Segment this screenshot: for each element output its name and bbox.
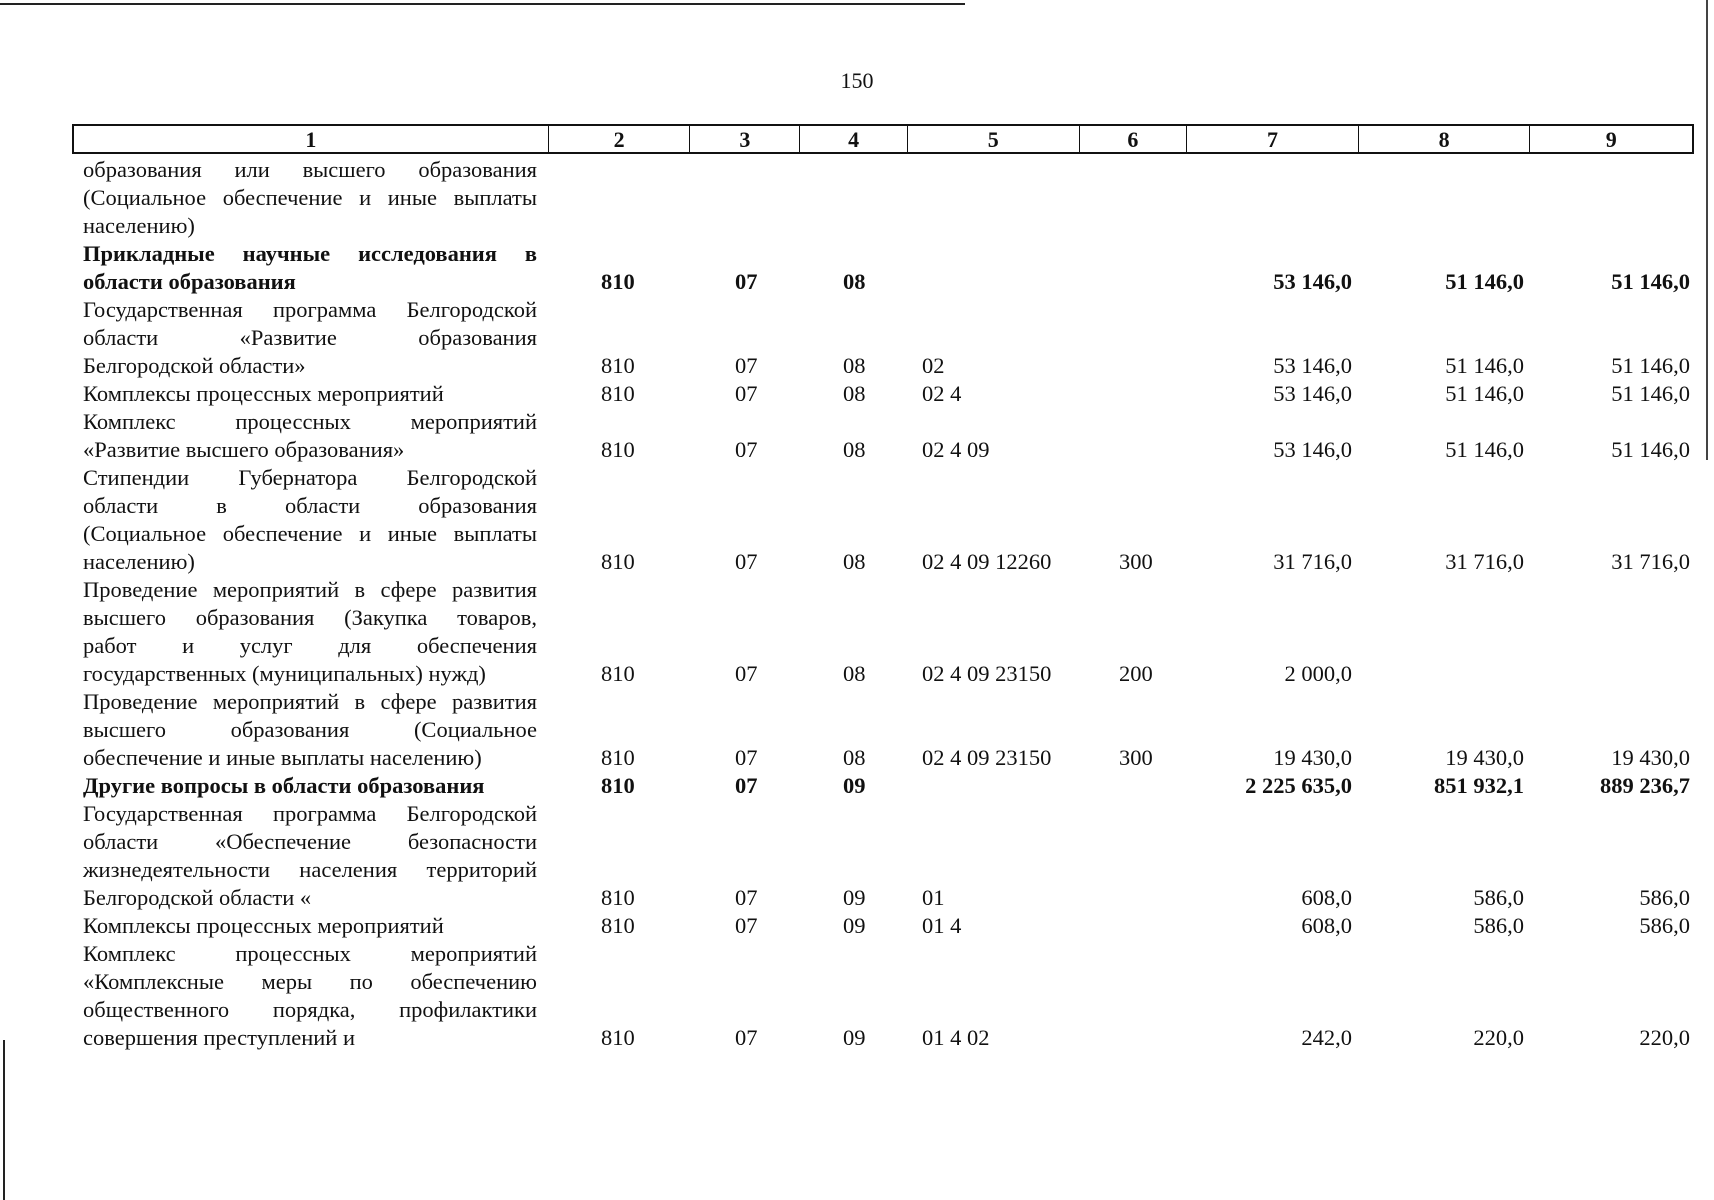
- cell-col-4: 09: [843, 773, 866, 798]
- row-name-line: Проведение мероприятий в сфере развития: [83, 577, 537, 602]
- cell-col-7: 53 146,0: [1273, 353, 1352, 378]
- cell-col-3: 07: [735, 1025, 758, 1050]
- cell-col-2: 810: [601, 353, 635, 378]
- cell-col-9: 220,0: [1639, 1025, 1690, 1050]
- cell-col-7: 2 000,0: [1284, 661, 1352, 686]
- row-name: [83, 576, 537, 688]
- row-name-line: Белгородской области «: [83, 885, 312, 910]
- cell-col-5: 02 4 09 23150: [922, 661, 1052, 686]
- cell-col-2: 810: [601, 1025, 635, 1050]
- cell-col-5: 02 4: [922, 381, 962, 406]
- cell-col-4: 08: [843, 381, 866, 406]
- table-row: [0, 156, 1714, 240]
- cell-col-5: 01 4: [922, 913, 962, 938]
- table-row: [0, 296, 1714, 380]
- cell-col-9: 51 146,0: [1611, 381, 1690, 406]
- cell-col-7: 242,0: [1301, 1025, 1352, 1050]
- table-row: [0, 240, 1714, 296]
- cell-col-9: 586,0: [1639, 885, 1690, 910]
- row-name: [83, 800, 537, 912]
- cell-col-9: 51 146,0: [1611, 437, 1690, 462]
- cell-col-7: 53 146,0: [1273, 381, 1352, 406]
- cell-col-9: 31 716,0: [1611, 549, 1690, 574]
- row-name-line: Другие вопросы в области образования: [83, 773, 485, 798]
- row-name-line: работ и услуг для обеспечения: [83, 633, 537, 658]
- cell-col-8: 851 932,1: [1434, 773, 1524, 798]
- cell-col-8: 31 716,0: [1445, 549, 1524, 574]
- row-name-line: «Комплексные меры по обеспечению: [83, 969, 537, 994]
- column-header-4: 4: [800, 126, 908, 152]
- table-row: [0, 800, 1714, 912]
- row-name-line: жизнедеятельности населения территорий: [83, 857, 537, 882]
- scan-edge-top: [0, 3, 965, 5]
- cell-col-5: 02 4 09 12260: [922, 549, 1052, 574]
- cell-col-2: 810: [601, 437, 635, 462]
- row-name-line: общественного порядка, профилактики: [83, 997, 537, 1022]
- row-name: [83, 296, 537, 380]
- row-name: [83, 688, 537, 772]
- row-name-line: Стипендии Губернатора Белгородской: [83, 465, 537, 490]
- cell-col-4: 08: [843, 745, 866, 770]
- cell-col-9: 51 146,0: [1611, 269, 1690, 294]
- cell-col-9: 586,0: [1639, 913, 1690, 938]
- cell-col-2: 810: [601, 773, 635, 798]
- table-row: [0, 912, 1714, 940]
- cell-col-8: 51 146,0: [1445, 353, 1524, 378]
- cell-col-2: 810: [601, 549, 635, 574]
- table-row: [0, 408, 1714, 464]
- table-row: [0, 380, 1714, 408]
- table-row: [0, 772, 1714, 800]
- row-name-line: Государственная программа Белгородской: [83, 801, 537, 826]
- cell-col-8: 19 430,0: [1445, 745, 1524, 770]
- column-header-7: 7: [1187, 126, 1359, 152]
- cell-col-6: 300: [1119, 549, 1153, 574]
- cell-col-5: 02: [922, 353, 945, 378]
- cell-col-3: 07: [735, 381, 758, 406]
- column-header-9: 9: [1605, 127, 1617, 152]
- cell-col-3: 07: [735, 745, 758, 770]
- table-row: [0, 576, 1714, 688]
- row-name: [83, 464, 537, 576]
- cell-col-2: 810: [601, 745, 635, 770]
- cell-col-4: 09: [843, 1025, 866, 1050]
- cell-col-2: 810: [601, 885, 635, 910]
- cell-col-7: 608,0: [1301, 885, 1352, 910]
- row-name-line: Проведение мероприятий в сфере развития: [83, 689, 537, 714]
- cell-col-5: 01 4 02: [922, 1025, 990, 1050]
- cell-col-8: 220,0: [1473, 1025, 1524, 1050]
- cell-col-8: 51 146,0: [1445, 437, 1524, 462]
- cell-col-4: 09: [843, 913, 866, 938]
- cell-col-4: 08: [843, 353, 866, 378]
- cell-col-8: 51 146,0: [1445, 269, 1524, 294]
- cell-col-3: 07: [735, 661, 758, 686]
- cell-col-2: 810: [601, 269, 635, 294]
- scan-edge-left: [3, 1040, 5, 1200]
- page-number: 150: [840, 68, 874, 93]
- cell-col-6: 300: [1119, 745, 1153, 770]
- cell-col-3: 07: [735, 549, 758, 574]
- cell-col-7: 19 430,0: [1273, 745, 1352, 770]
- column-header-1: 1: [74, 126, 549, 152]
- column-header-3: 3: [690, 126, 800, 152]
- cell-col-8: 51 146,0: [1445, 381, 1524, 406]
- cell-col-3: 07: [735, 913, 758, 938]
- table-row: [0, 688, 1714, 772]
- cell-col-4: 08: [843, 661, 866, 686]
- table-row: [0, 464, 1714, 576]
- cell-col-8: 586,0: [1473, 913, 1524, 938]
- cell-col-2: 810: [601, 661, 635, 686]
- row-name-line: совершения преступлений и: [83, 1025, 355, 1050]
- table-row: [0, 940, 1714, 1052]
- row-name: [83, 240, 537, 296]
- cell-col-9: 51 146,0: [1611, 353, 1690, 378]
- cell-col-4: 08: [843, 437, 866, 462]
- row-name-line: «Развитие высшего образования»: [83, 437, 405, 462]
- cell-col-4: 08: [843, 549, 866, 574]
- row-name: [83, 772, 537, 800]
- cell-col-9: 889 236,7: [1600, 773, 1690, 798]
- row-name-line: Комплексы процессных мероприятий: [83, 381, 444, 406]
- cell-col-5: 01: [922, 885, 945, 910]
- cell-col-5: 02 4 09 23150: [922, 745, 1052, 770]
- cell-col-3: 07: [735, 437, 758, 462]
- cell-col-7: 608,0: [1301, 913, 1352, 938]
- cell-col-6: 200: [1119, 661, 1153, 686]
- cell-col-3: 07: [735, 353, 758, 378]
- row-name: [83, 380, 537, 408]
- row-name: [83, 912, 537, 940]
- row-name-line: области «Развитие образования: [83, 325, 537, 350]
- cell-col-8: 586,0: [1473, 885, 1524, 910]
- row-name-line: области образования: [83, 269, 296, 294]
- row-name-line: Комплекс процессных мероприятий: [83, 941, 537, 966]
- cell-col-3: 07: [735, 269, 758, 294]
- cell-col-4: 09: [843, 885, 866, 910]
- row-name-line: образования или высшего образования: [83, 157, 537, 182]
- table-header: [72, 124, 1694, 154]
- column-header-6: 6: [1080, 126, 1188, 152]
- cell-col-3: 07: [735, 773, 758, 798]
- column-header-2: 2: [549, 126, 691, 152]
- row-name-line: населению): [83, 549, 195, 574]
- row-name-line: обеспечение и иные выплаты населению): [83, 745, 482, 770]
- cell-col-5: 02 4 09: [922, 437, 990, 462]
- cell-col-2: 810: [601, 913, 635, 938]
- column-header-8: 8: [1359, 126, 1531, 152]
- cell-col-9: 19 430,0: [1611, 745, 1690, 770]
- row-name-line: (Социальное обеспечение и иные выплаты: [83, 521, 537, 546]
- row-name: [83, 156, 537, 240]
- cell-col-4: 08: [843, 269, 866, 294]
- row-name-line: государственных (муниципальных) нужд): [83, 661, 486, 686]
- row-name-line: Белгородской области»: [83, 353, 306, 378]
- row-name-line: области «Обеспечение безопасности: [83, 829, 537, 854]
- cell-col-7: 53 146,0: [1273, 269, 1352, 294]
- cell-col-3: 07: [735, 885, 758, 910]
- row-name-line: высшего образования (Закупка товаров,: [83, 605, 537, 630]
- row-name-line: области в области образования: [83, 493, 537, 518]
- cell-col-2: 810: [601, 381, 635, 406]
- row-name-line: Комплекс процессных мероприятий: [83, 409, 537, 434]
- cell-col-7: 2 225 635,0: [1245, 773, 1352, 798]
- row-name-line: Прикладные научные исследования в: [83, 241, 537, 266]
- row-name: [83, 940, 537, 1052]
- row-name-line: (Социальное обеспечение и иные выплаты: [83, 185, 537, 210]
- column-header-5: 5: [908, 126, 1080, 152]
- row-name-line: населению): [83, 213, 195, 238]
- cell-col-7: 31 716,0: [1273, 549, 1352, 574]
- cell-col-7: 53 146,0: [1273, 437, 1352, 462]
- row-name-line: Комплексы процессных мероприятий: [83, 913, 444, 938]
- row-name: [83, 408, 537, 464]
- row-name-line: Государственная программа Белгородской: [83, 297, 537, 322]
- row-name-line: высшего образования (Социальное: [83, 717, 537, 742]
